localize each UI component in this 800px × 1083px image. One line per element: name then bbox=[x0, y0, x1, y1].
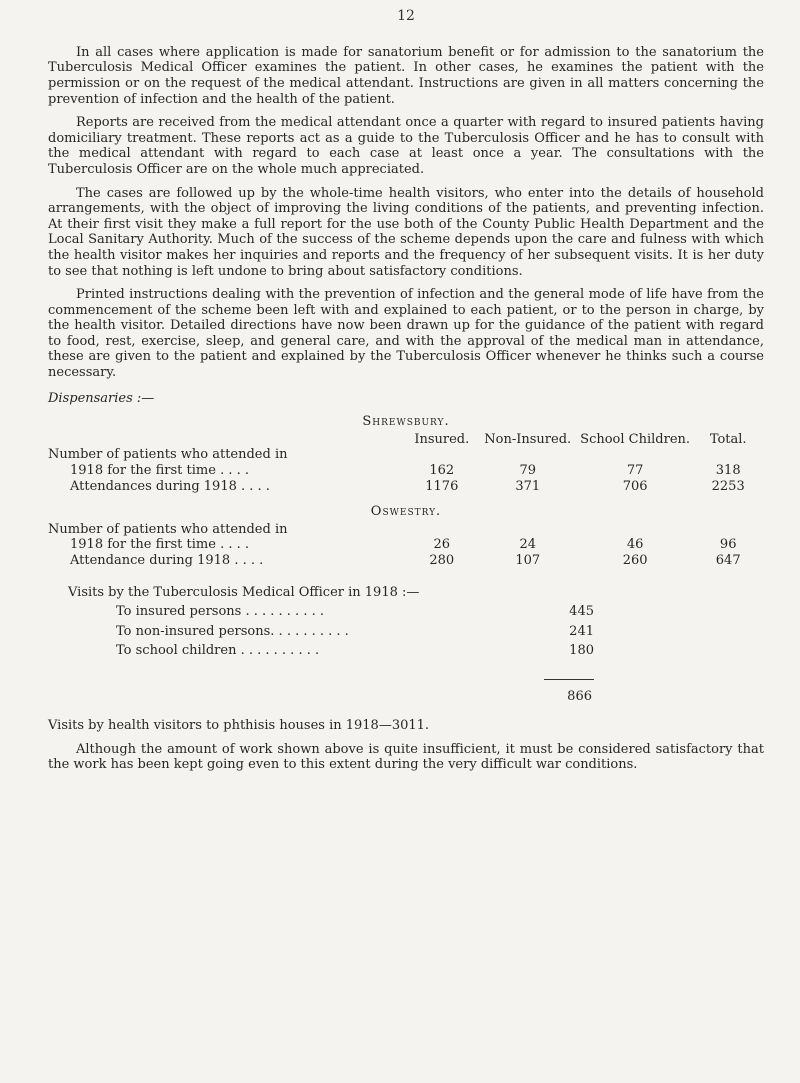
visit-value: 180 bbox=[569, 643, 594, 659]
cell-insured: 1176 bbox=[425, 478, 459, 494]
cell-total: 2253 bbox=[711, 478, 745, 494]
cell-total: 96 bbox=[719, 537, 737, 553]
visit-label: To school children . . . . . . . . . . bbox=[116, 643, 320, 659]
health-visitors-line: Visits by health visitors to phthisis houses in 1918—3011. bbox=[48, 718, 430, 734]
shrewsbury-table bbox=[48, 432, 764, 494]
cell-insured: 26 bbox=[433, 537, 451, 553]
oswestry-table bbox=[48, 522, 764, 569]
header-non-insured: Non-Insured. bbox=[484, 431, 572, 447]
oswestry-heading: Oswestry. bbox=[370, 504, 442, 520]
list-item bbox=[68, 643, 764, 659]
cell-school-children: 706 bbox=[622, 478, 648, 494]
header-total: Total. bbox=[709, 431, 747, 447]
list-item bbox=[68, 624, 764, 640]
visit-label: To non-insured persons. . . . . . . . . . bbox=[116, 623, 349, 639]
visit-label: To insured persons . . . . . . . . . . bbox=[116, 604, 324, 620]
row-label: Number of patients who attended in 1918 for the first time . . . . bbox=[48, 521, 288, 553]
cell-insured: 280 bbox=[429, 553, 455, 569]
row-label: Attendance during 1918 . . . . bbox=[70, 553, 264, 569]
visits-heading: Visits by the Tuberculosis Medical Officer in 1918 :— bbox=[68, 584, 420, 600]
document-page bbox=[48, 8, 764, 781]
table-row bbox=[48, 479, 764, 495]
cell-non-insured: 371 bbox=[515, 478, 541, 494]
table-header-row bbox=[48, 432, 764, 448]
paragraph-sanatorium: In all cases where application is made for sanatorium benefit or for admission to the sanatorium the Tuberculosis Medical Officer examines the patient. In other cases, he examines the patient with the permission or on the request of the medical attendant. Instructions are given in all matters concerning the prevention of infection and the health of the patient. bbox=[48, 44, 764, 107]
closing-paragraph: Although the amount of work shown above is quite insufficient, it must be considered satisfactory that the work has been kept going even to this extent during the very difficult war conditions. bbox=[48, 741, 764, 773]
visit-value: 445 bbox=[569, 604, 594, 620]
table-row bbox=[48, 447, 764, 478]
cell-non-insured: 79 bbox=[519, 463, 536, 479]
cell-school-children: 260 bbox=[622, 553, 648, 569]
cell-school-children: 77 bbox=[626, 463, 644, 479]
dispensaries-heading: Dispensaries :— bbox=[48, 390, 155, 406]
visit-value: 241 bbox=[569, 623, 594, 639]
shrewsbury-heading: Shrewsbury. bbox=[362, 414, 450, 430]
header-school-children: School Children. bbox=[580, 431, 691, 447]
header-insured: Insured. bbox=[414, 431, 470, 447]
list-item bbox=[68, 604, 764, 620]
cell-school-children: 46 bbox=[626, 537, 644, 553]
visits-section bbox=[68, 585, 764, 705]
page-number: 12 bbox=[397, 8, 415, 24]
table-row bbox=[48, 553, 764, 569]
cell-non-insured: 107 bbox=[515, 553, 541, 569]
paragraph-reports: Reports are received from the medical attendant once a quarter with regard to insured patients having domiciliary treatment. These reports act as a guide to the Tuberculosis Officer and he has to consult with the medical attendant with regard to each case at least once a year. The consultations with the Tuberculosis Officer are on the whole much appreciated. bbox=[48, 115, 764, 177]
total-rule bbox=[68, 669, 594, 685]
paragraph-instructions: Printed instructions dealing with the prevention of infection and the general mode of life have from the commencement of the scheme been left with and explained to each patient, or to the person in charge, by the health visitor. Detailed directions have now been drawn up for the guidance of the patient with regard to food, rest, exercise, sleep, and general care, and with the approval of the medical man in attendance, these are given to the patient and explained by the Tuberculosis Officer whenever he thinks such a course necessary. bbox=[48, 287, 764, 381]
paragraph-health-visitors: The cases are followed up by the whole-time health visitors, who enter into the details of household arrangements, with the object of improving the living conditions of the patients, and preventing infection. At their first visit they make a full report for the use both of the County Public Health Department and the Local Sanitary Authority. Much of the success of the scheme depends upon the care and fulness with which the health visitor makes her inquiries and reports and the frequency of her subsequent visits. It is her duty to see that nothing is left undone to bring about satisfactory conditions. bbox=[48, 185, 764, 279]
cell-total: 647 bbox=[715, 553, 741, 569]
cell-total: 318 bbox=[715, 463, 741, 479]
row-label: Number of patients who attended in 1918 for the first time . . . . bbox=[48, 447, 288, 479]
table-row bbox=[48, 522, 764, 553]
visits-total: 866 bbox=[567, 688, 592, 704]
row-label: Attendances during 1918 . . . . bbox=[70, 478, 270, 494]
cell-non-insured: 24 bbox=[519, 537, 536, 553]
cell-insured: 162 bbox=[429, 463, 455, 479]
